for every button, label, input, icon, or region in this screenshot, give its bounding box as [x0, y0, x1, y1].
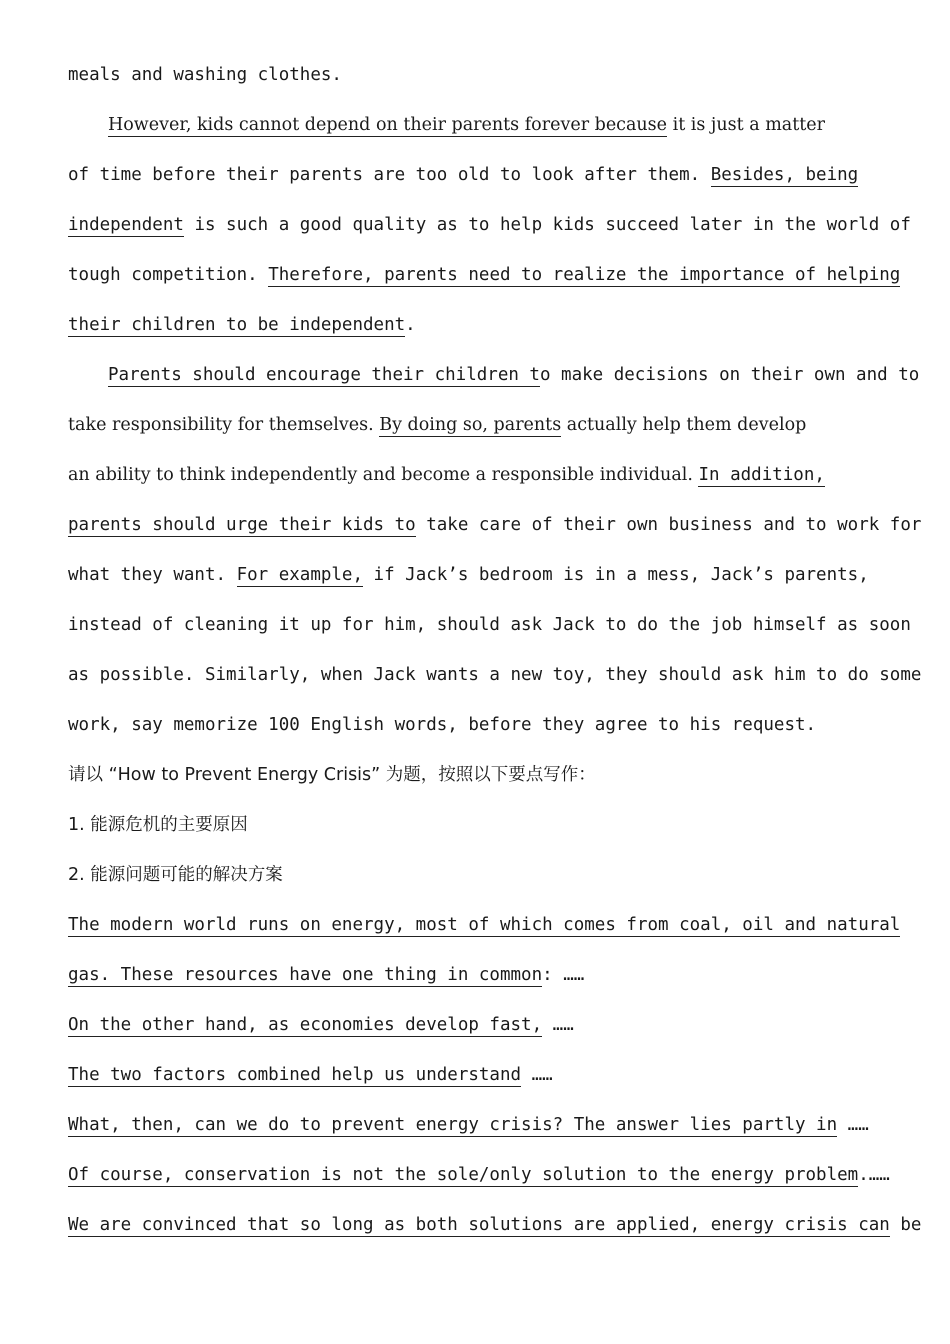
- text-line: [68, 1060, 908, 1090]
- text-line: [68, 1110, 908, 1140]
- text-segment: .……: [858, 1165, 890, 1185]
- text-line: [108, 110, 948, 140]
- text-segment: o make decisions on their own and to: [539, 365, 920, 385]
- text-segment: ……: [542, 1015, 574, 1035]
- text-segment: : ……: [542, 965, 585, 985]
- text-segment: 1. 能源危机的主要原因: [68, 815, 248, 835]
- text-segment: take care of their own business and to work for: [415, 515, 922, 535]
- text-line: [68, 610, 911, 640]
- text-line: [68, 160, 908, 190]
- text-segment: an ability to think independently and become a responsible individual.: [68, 465, 699, 485]
- underlined-phrase: independent: [68, 215, 184, 235]
- underlined-phrase: We are convinced that so long as both solutions are applied, energy crisis can: [68, 1215, 890, 1235]
- underlined-phrase: By doing so, parents: [379, 415, 562, 435]
- text-segment: ……: [837, 1115, 869, 1135]
- text-line: [108, 360, 948, 390]
- writing-prompt: [68, 760, 908, 790]
- underlined-phrase: Of course, conservation is not the sole/only solution to the energy problem: [68, 1165, 859, 1185]
- underlined-phrase: Besides, being: [710, 165, 859, 185]
- text-line: [68, 460, 908, 490]
- text-line: [68, 510, 922, 540]
- underlined-phrase: Parents should encourage their children t: [108, 365, 540, 385]
- text-segment: take responsibility for themselves.: [68, 415, 380, 435]
- text-line: [68, 1160, 908, 1190]
- text-segment: it is just a matter: [667, 115, 826, 135]
- text-line: [68, 210, 911, 240]
- text-segment: meals and washing clothes.: [68, 65, 342, 85]
- text-segment: work, say memorize 100 English words, before they agree to his request.: [68, 715, 817, 735]
- text-line: [68, 710, 908, 740]
- text-segment: 2. 能源问题可能的解决方案: [68, 865, 283, 885]
- underlined-phrase: gas. These resources have one thing in common: [68, 965, 543, 985]
- text-line: [68, 260, 908, 290]
- text-line: [68, 60, 908, 90]
- text-line: [68, 1010, 908, 1040]
- underlined-phrase: The two factors combined help us understand: [68, 1065, 522, 1085]
- underlined-phrase: However, kids cannot depend on their parents forever because: [108, 115, 668, 135]
- text-segment: be: [889, 1215, 922, 1235]
- underlined-phrase: What, then, can we do to prevent energy crisis? The answer lies partly in: [68, 1115, 838, 1135]
- text-line: [68, 660, 922, 690]
- text-segment: what they want.: [68, 565, 237, 585]
- text-line: [68, 1210, 922, 1240]
- text-segment: ……: [521, 1065, 553, 1085]
- text-segment: as possible. Similarly, when Jack wants a new toy, they should ask him to do some: [68, 665, 922, 685]
- underlined-phrase: In addition,: [698, 465, 825, 485]
- text-segment: 请以 “How to Prevent Energy Crisis” 为题，按照以下要点写作：: [68, 765, 596, 785]
- underlined-phrase: For example,: [236, 565, 364, 585]
- underlined-phrase: On the other hand, as economies develop fast,: [68, 1015, 543, 1035]
- text-segment: tough competition.: [68, 265, 269, 285]
- underlined-phrase: parents should urge their kids to: [68, 515, 416, 535]
- underlined-phrase: their children to be independent: [68, 315, 406, 335]
- text-line: [68, 560, 908, 590]
- text-segment: is such a good quality as to help kids succeed later in the world of: [183, 215, 911, 235]
- text-line: [68, 910, 908, 940]
- text-segment: of time before their parents are too old to look after them.: [68, 165, 711, 185]
- text-line: [68, 960, 908, 990]
- text-line: [68, 410, 908, 440]
- text-segment: if Jack’s bedroom is in a mess, Jack’s parents,: [363, 565, 869, 585]
- text-segment: actually help them develop: [561, 415, 807, 435]
- underlined-phrase: Therefore, parents need to realize the importance of helping: [268, 265, 901, 285]
- prompt-point-2: [68, 860, 908, 890]
- underlined-phrase: The modern world runs on energy, most of which comes from coal, oil and natural: [68, 915, 901, 935]
- text-segment: .: [405, 315, 416, 335]
- text-segment: instead of cleaning it up for him, should ask Jack to do the job himself as soon: [68, 615, 911, 635]
- text-line: [68, 310, 908, 340]
- prompt-point-1: [68, 810, 908, 840]
